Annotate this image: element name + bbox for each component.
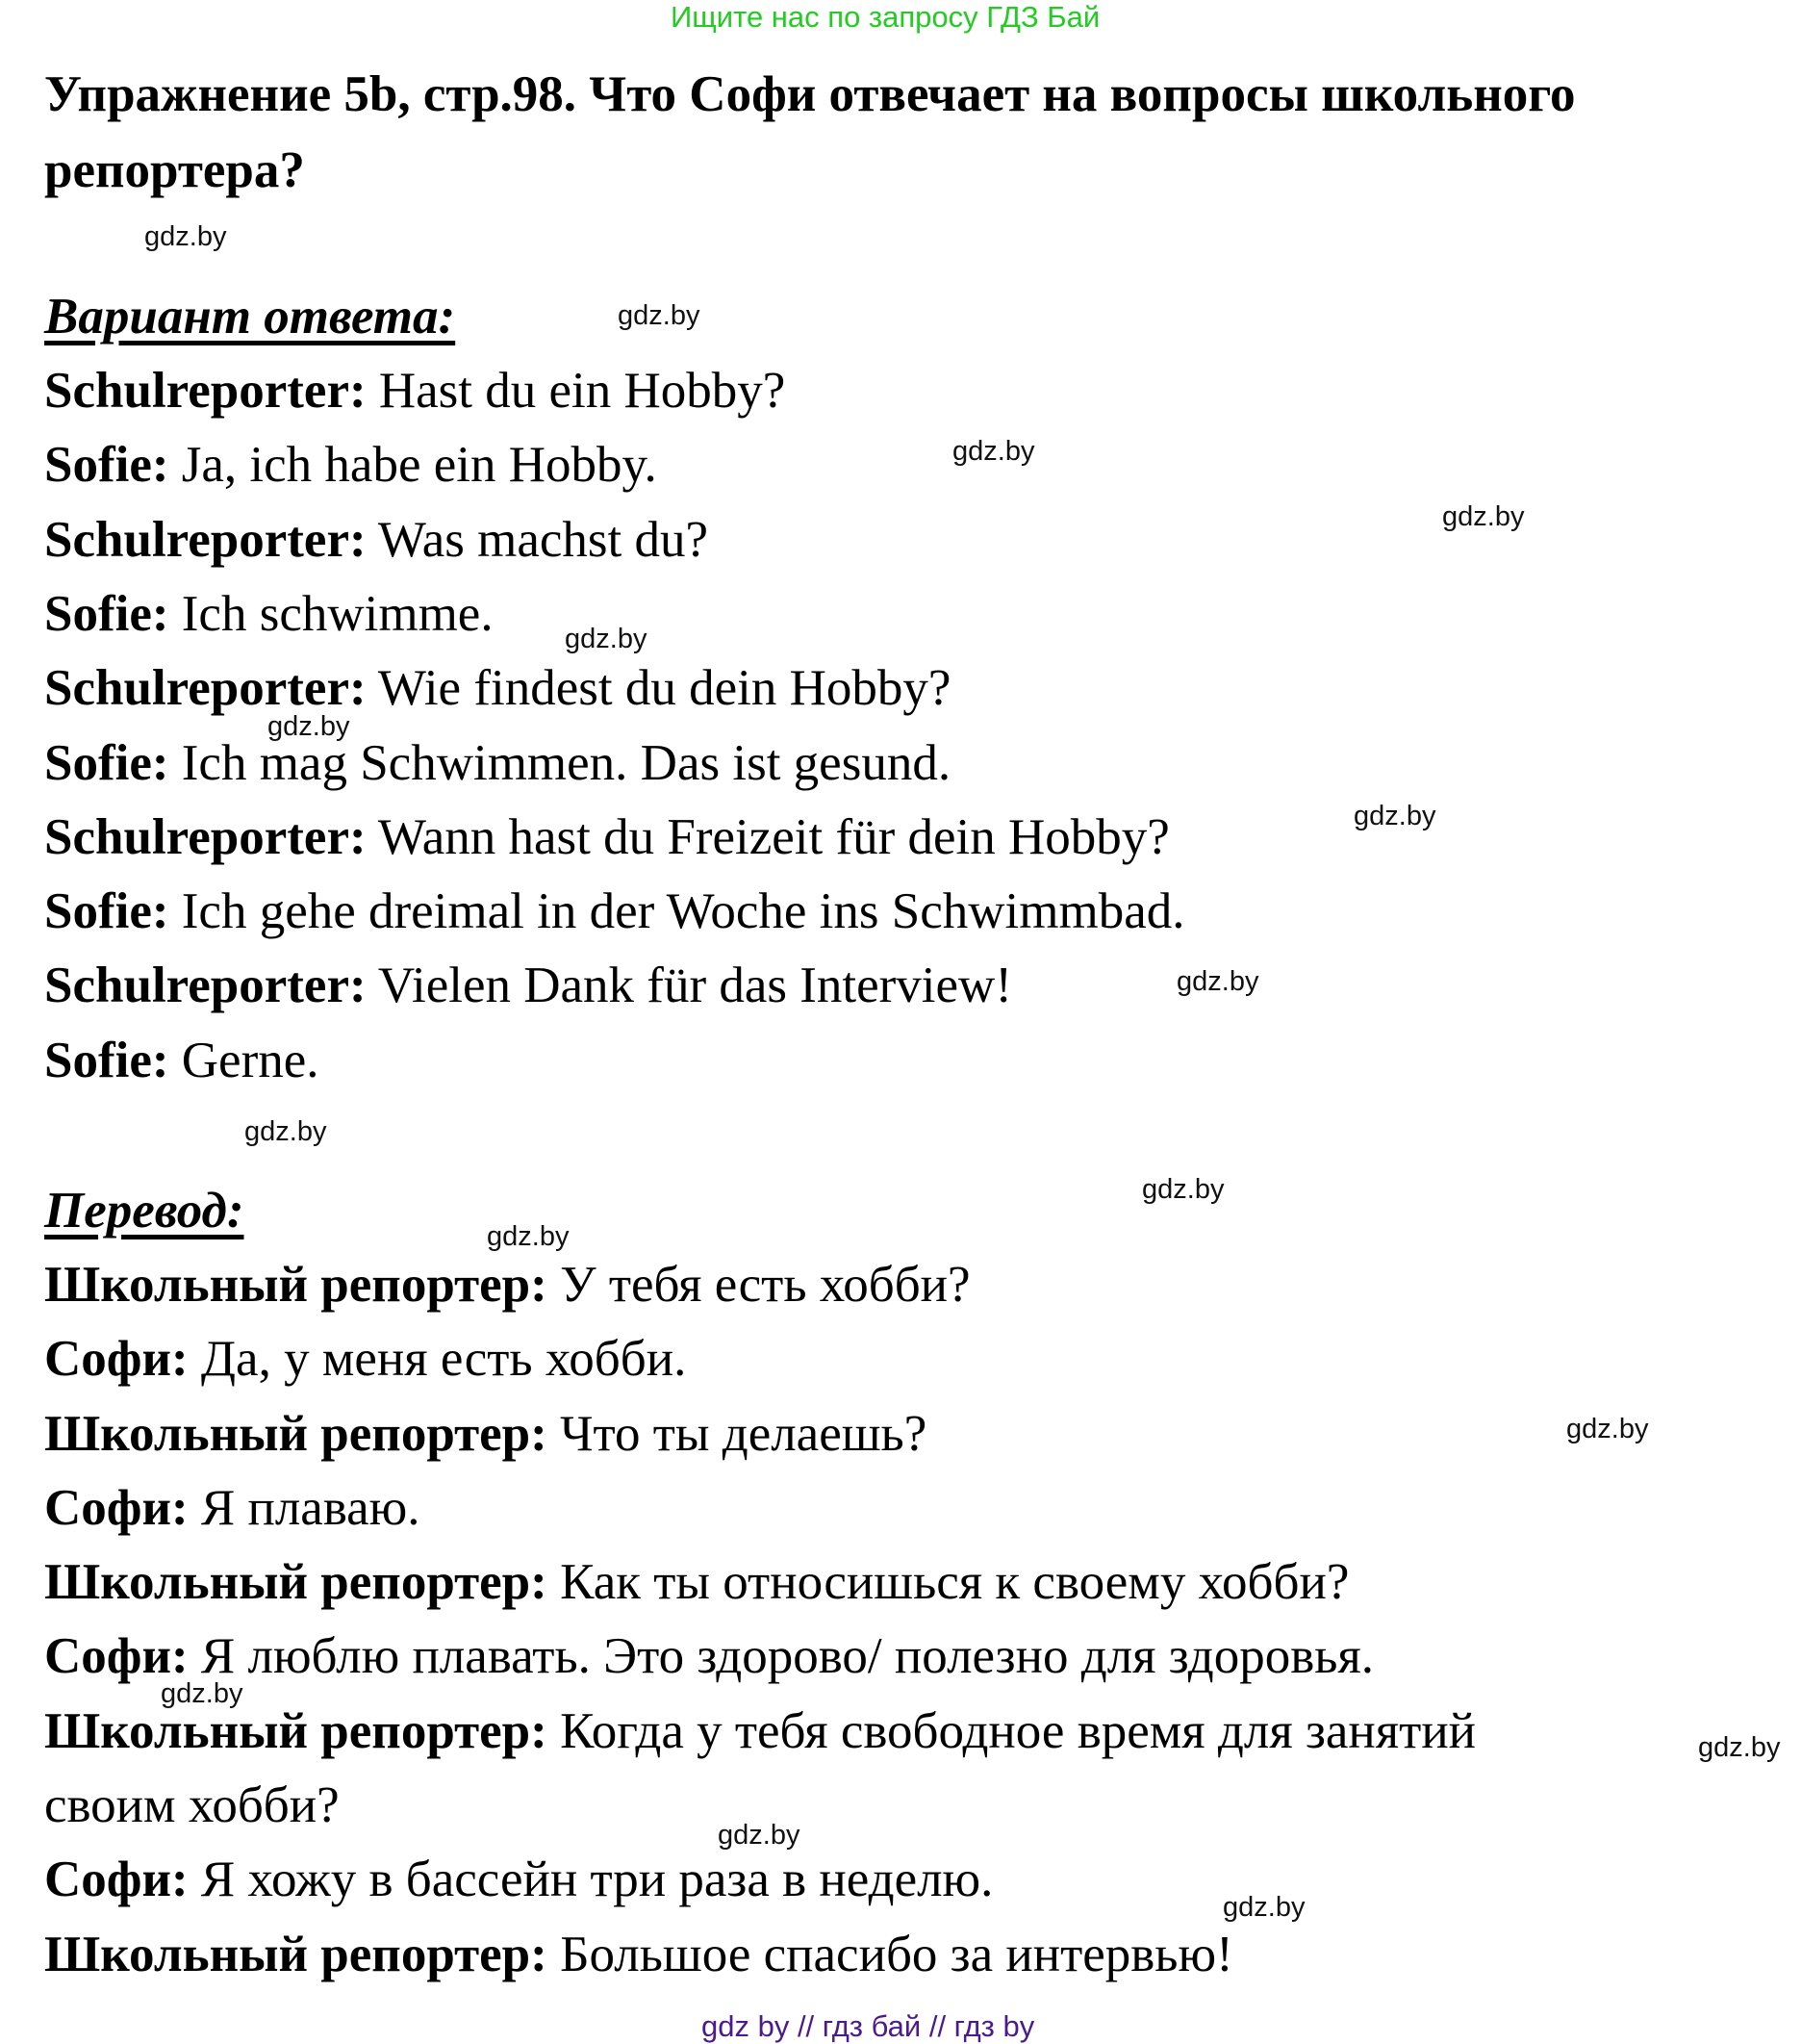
- dialog-text: Hast du ein Hobby?: [366, 363, 786, 419]
- watermark: gdz.by: [618, 300, 700, 331]
- dialog-text: Gerne.: [168, 1033, 319, 1088]
- dialog-text: Vielen Dank für das Interview!: [366, 958, 1012, 1013]
- speaker-label: Schulreporter:: [44, 809, 367, 865]
- dialog-text: Ich mag Schwimmen. Das ist gesund.: [168, 735, 951, 791]
- translation-line: [44, 1703, 1477, 1759]
- translation-text: Как ты относишься к своему хобби?: [546, 1554, 1350, 1610]
- translation-line: [44, 1854, 993, 1905]
- watermark: gdz.by: [1223, 1892, 1306, 1923]
- dialog-text: Wann hast du Freizeit für dein Hobby?: [366, 809, 1170, 865]
- speaker-label: Школьный репортер:: [44, 1927, 547, 1982]
- speaker-label: Sofie:: [44, 1033, 169, 1088]
- top-banner: Ищите нас по запросу ГДЗ Бай: [671, 0, 1101, 34]
- translation-text: Я плаваю.: [188, 1480, 420, 1536]
- translation-line: [44, 1480, 420, 1536]
- translation-text: Большое спасибо за интервью!: [546, 1927, 1233, 1982]
- watermark: gdz.by: [1566, 1414, 1649, 1444]
- dialog-line: [44, 512, 708, 568]
- speaker-label: Софи:: [44, 1628, 189, 1684]
- dialog-line: [44, 586, 494, 642]
- speaker-label: Sofie:: [44, 735, 169, 791]
- watermark: gdz.by: [565, 624, 647, 654]
- speaker-label: Schulreporter:: [44, 512, 367, 568]
- watermark: gdz.by: [1354, 801, 1436, 831]
- translation-line: [44, 1406, 927, 1462]
- speaker-label: Школьный репортер:: [44, 1406, 547, 1462]
- watermark: gdz.by: [244, 1116, 327, 1147]
- translation-text: Что ты делаешь?: [546, 1406, 927, 1462]
- watermark: gdz.by: [1142, 1174, 1225, 1205]
- watermark: gdz.by: [952, 436, 1035, 467]
- watermark: gdz.by: [718, 1820, 800, 1851]
- dialog-line: [44, 363, 786, 419]
- exercise-title-line1: Упражнение 5b, стр.98. Что Софи отвечает на вопросы школьного: [44, 66, 1576, 122]
- speaker-label: Школьный репортер:: [44, 1703, 547, 1759]
- speaker-label: Софи:: [44, 1480, 189, 1536]
- speaker-label: Sofie:: [44, 437, 169, 493]
- dialog-line: [44, 960, 1012, 1011]
- exercise-title-line2: репортера?: [44, 142, 305, 198]
- dialog-text: Wie findest du dein Hobby?: [366, 660, 951, 716]
- dialog-text: Ich schwimme.: [168, 586, 494, 642]
- dialog-line: [44, 735, 951, 791]
- translation-heading: Перевод:: [44, 1183, 244, 1239]
- dialog-line: [44, 809, 1170, 865]
- footer-links: gdz by // гдз бай // гдз by: [701, 2009, 1035, 2043]
- translation-text: У тебя есть хобби?: [546, 1257, 971, 1313]
- speaker-label: Sofie:: [44, 586, 169, 642]
- watermark: gdz.by: [1177, 966, 1259, 997]
- translation-text: Я хожу в бассейн три раза в неделю.: [188, 1852, 994, 1907]
- speaker-label: Schulreporter:: [44, 660, 367, 716]
- dialog-line: [44, 1035, 319, 1086]
- answer-heading: Вариант ответа:: [44, 289, 456, 345]
- dialog-text: Ja, ich habe ein Hobby.: [168, 437, 657, 493]
- speaker-label: Школьный репортер:: [44, 1257, 547, 1313]
- speaker-label: Софи:: [44, 1331, 189, 1387]
- dialog-line: [44, 883, 1185, 939]
- speaker-label: Софи:: [44, 1852, 189, 1907]
- speaker-label: Sofie:: [44, 883, 169, 939]
- watermark: gdz.by: [487, 1221, 570, 1252]
- translation-text: Да, у меня есть хобби.: [188, 1331, 687, 1387]
- translation-line: [44, 1554, 1350, 1610]
- translation-text: Когда у тебя свободное время для занятий: [546, 1703, 1477, 1759]
- watermark: gdz.by: [1698, 1732, 1781, 1763]
- speaker-label: Schulreporter:: [44, 958, 367, 1013]
- translation-text: своим хобби?: [44, 1777, 340, 1833]
- speaker-label: Школьный репортер:: [44, 1554, 547, 1610]
- watermark: gdz.by: [144, 221, 227, 252]
- watermark: gdz.by: [161, 1678, 243, 1709]
- translation-line: [44, 1257, 971, 1313]
- watermark: gdz.by: [1442, 501, 1525, 532]
- dialog-text: Ich gehe dreimal in der Woche ins Schwimmbad.: [168, 883, 1185, 939]
- translation-line: [44, 1628, 1375, 1684]
- watermark: gdz.by: [267, 711, 350, 742]
- speaker-label: Schulreporter:: [44, 363, 367, 419]
- translation-line: [44, 1331, 687, 1387]
- translation-line: [44, 1929, 1233, 1980]
- dialog-line: [44, 660, 951, 716]
- dialog-line: [44, 437, 657, 493]
- translation-line-continued: [44, 1777, 340, 1833]
- translation-text: Я люблю плавать. Это здорово/ полезно для здоровья.: [188, 1628, 1375, 1684]
- dialog-text: Was machst du?: [366, 512, 708, 568]
